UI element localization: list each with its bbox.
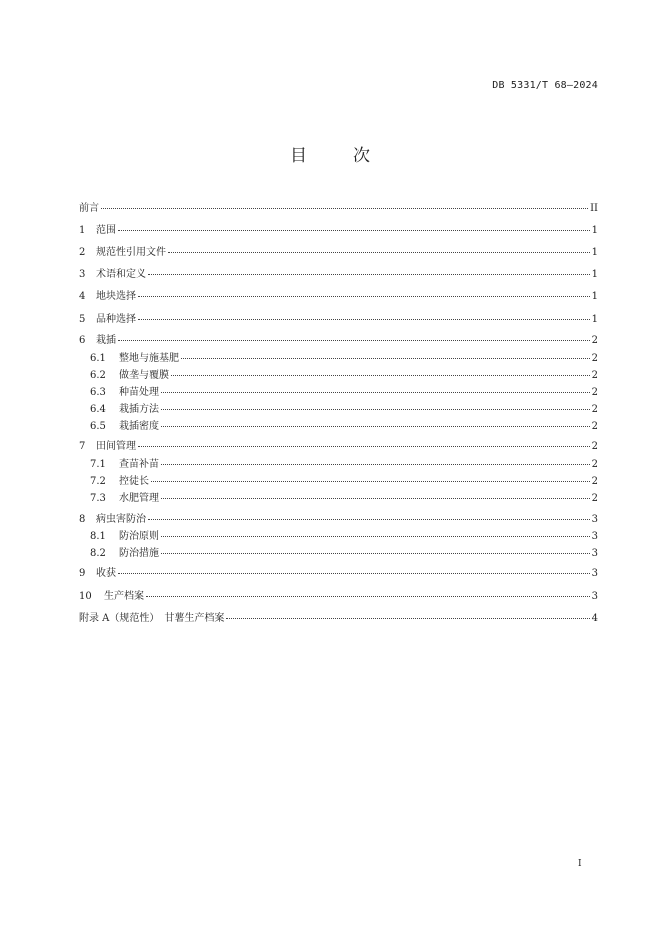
toc-page-number: 3 [591,514,598,525]
toc-section-title: 术语和定义 [96,269,146,280]
toc-entry[interactable] [79,290,598,304]
toc-page-number: 1 [591,314,598,325]
toc-section-title: 防治原则 [119,531,159,542]
toc-page-number: 3 [591,568,598,579]
toc-entry[interactable] [90,369,598,383]
document-code: DB 5331/T 68—2024 [492,80,598,91]
toc-leader-dots [161,536,590,537]
toc-section-number: 6 [79,335,86,346]
toc-leader-dots [118,573,590,574]
title-char-2: 次 [353,146,372,166]
toc-section-title: 水肥管理 [119,493,159,504]
toc-section-number: 8 [79,514,86,525]
toc-entry[interactable] [79,513,598,527]
toc-entry[interactable] [90,403,598,417]
toc-entry[interactable] [79,334,598,348]
toc-section-number: 7.1 [90,459,106,470]
toc-section-number: 8.1 [90,531,106,542]
toc-leader-dots [161,426,590,427]
toc-leader-dots [146,596,590,597]
toc-section-title: 种苗处理 [119,387,159,398]
toc-leader-dots [181,358,590,359]
toc-leader-dots [161,464,590,465]
toc-section-number: 7.3 [90,493,106,504]
toc-page-number: 1 [591,291,598,302]
toc-page-number: II [590,203,598,214]
toc-entry[interactable] [79,612,598,626]
toc-section-title: 前言 [79,203,99,214]
toc-entry[interactable] [79,268,598,282]
toc-section-title: 控徒长 [119,476,149,487]
toc-section-title: 附录 A（规范性） 甘薯生产档案 [79,613,225,624]
toc-page-number: 1 [591,225,598,236]
toc-page-number: 4 [591,613,598,624]
toc-entry[interactable] [90,492,598,506]
toc-section-number: 1 [79,225,86,236]
toc-leader-dots [161,553,590,554]
toc-entry[interactable] [90,352,598,366]
toc-section-number: 2 [79,247,86,258]
toc-page-number: 3 [591,591,598,602]
toc-section-title: 收获 [96,568,116,579]
title-char-1: 目 [290,146,309,166]
toc-leader-dots [148,274,590,275]
toc-leader-dots [171,375,590,376]
toc-entry[interactable] [90,386,598,400]
toc-section-number: 5 [79,314,86,325]
toc-leader-dots [138,446,590,447]
toc-leader-dots [161,498,590,499]
toc-page-number: 3 [591,531,598,542]
page-number: I [578,859,582,869]
toc-page-number: 2 [591,441,598,452]
toc-section-number: 9 [79,568,86,579]
toc-section-number: 8.2 [90,548,106,559]
toc-section-number: 7.2 [90,476,106,487]
toc-section-number: 4 [79,291,86,302]
toc-section-title: 防治措施 [119,548,159,559]
toc-leader-dots [138,296,590,297]
toc-page-number: 2 [591,476,598,487]
toc-page-number: 2 [591,370,598,381]
toc-leader-dots [101,208,588,209]
toc-leader-dots [226,618,589,619]
toc-section-title: 栽插密度 [119,421,159,432]
toc-leader-dots [151,481,590,482]
toc-page-number: 2 [591,387,598,398]
toc-leader-dots [161,392,590,393]
toc-section-title: 品种选择 [96,314,136,325]
toc-leader-dots [118,230,590,231]
toc-entry[interactable] [90,420,598,434]
toc-section-number: 6.4 [90,404,106,415]
toc-section-title: 生产档案 [104,591,144,602]
toc-page-number: 3 [591,548,598,559]
toc-entry[interactable] [79,567,598,581]
toc-section-title: 范围 [96,225,116,236]
toc-page-number: 1 [591,269,598,280]
toc-entry[interactable] [79,440,598,454]
toc-page-number: 2 [591,335,598,346]
toc-section-number: 6.5 [90,421,106,432]
toc-entry[interactable] [90,475,598,489]
toc-entry[interactable] [79,246,598,260]
toc-section-title: 栽插方法 [119,404,159,415]
toc-section-number: 6.3 [90,387,106,398]
toc-leader-dots [148,519,590,520]
toc-entry[interactable] [90,530,598,544]
toc-section-title: 查苗补苗 [119,459,159,470]
toc-entry[interactable] [90,547,598,561]
toc-section-title: 田间管理 [96,441,136,452]
toc-page-number: 1 [591,247,598,258]
toc-section-title: 病虫害防治 [96,514,146,525]
toc-section-title: 规范性引用文件 [96,247,166,258]
toc-section-title: 地块选择 [96,291,136,302]
toc-page-number: 2 [591,404,598,415]
toc-section-title: 整地与施基肥 [119,353,179,364]
toc-section-title: 做垄与覆膜 [119,370,169,381]
toc-section-number: 6.2 [90,370,106,381]
toc-section-number: 10 [79,591,92,602]
toc-page-number: 2 [591,421,598,432]
toc-section-title: 栽插 [96,335,116,346]
toc-entry[interactable] [79,224,598,238]
toc-leader-dots [168,252,590,253]
toc-section-number: 3 [79,269,86,280]
toc-entry[interactable] [79,590,598,604]
toc-entry[interactable] [90,458,598,472]
toc-leader-dots [138,319,590,320]
toc-page-number: 2 [591,353,598,364]
toc-leader-dots [118,340,590,341]
toc-leader-dots [161,409,590,410]
toc-page-number: 2 [591,493,598,504]
toc-entry[interactable] [79,202,598,216]
toc-entry[interactable] [79,313,598,327]
toc-page-number: 2 [591,459,598,470]
toc-section-number: 6.1 [90,353,106,364]
toc-section-number: 7 [79,441,86,452]
